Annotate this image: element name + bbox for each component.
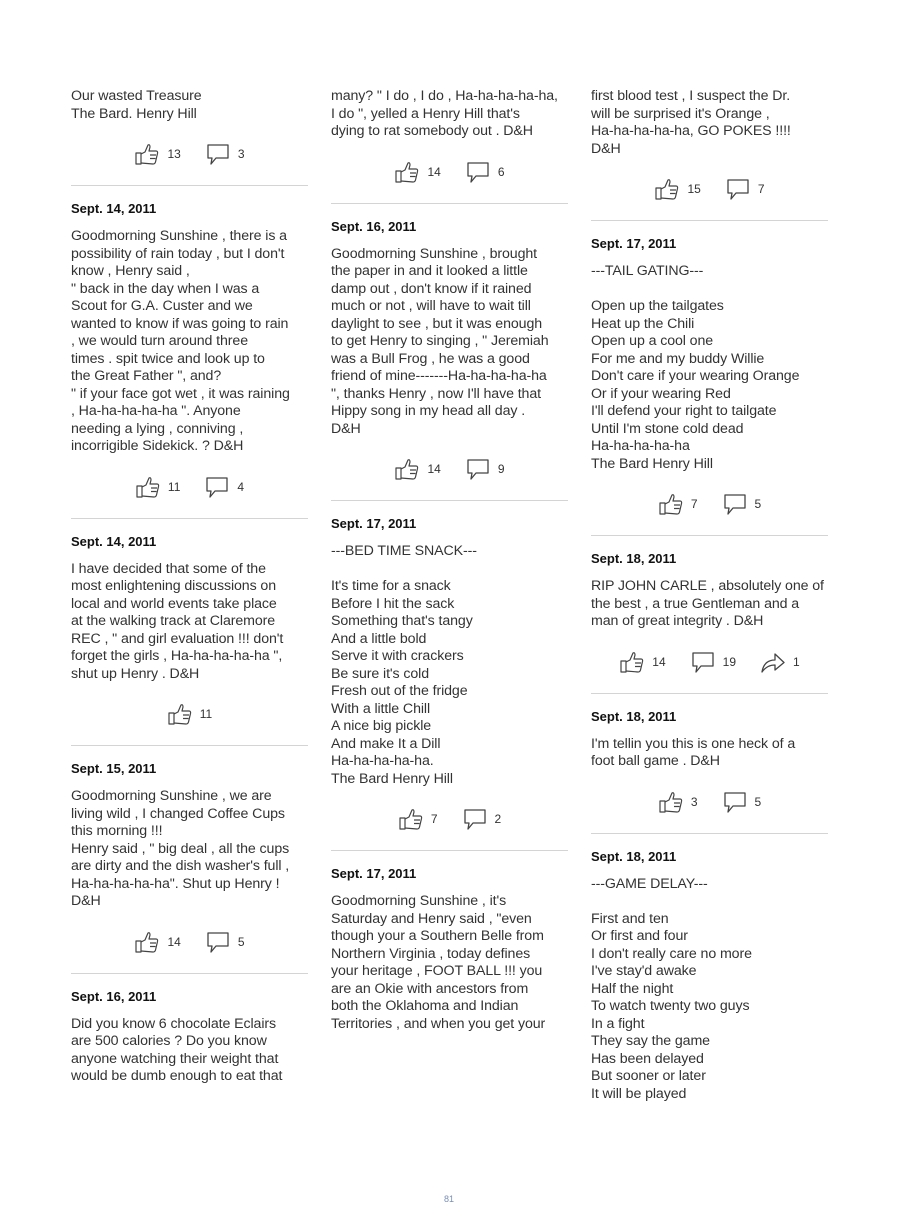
share-button[interactable] (760, 649, 800, 675)
comment-button[interactable] (465, 456, 505, 482)
like-count: 7 (690, 497, 698, 511)
post-text: Did you know 6 chocolate Eclairs are 500 calories ? Do you know anyone watching their weight that would be dumb enough to eat that (71, 1015, 283, 1084)
post-date: Sept. 18, 2011 (591, 708, 677, 724)
post-actions (71, 911, 308, 973)
divider (331, 850, 568, 851)
comment-icon (205, 141, 231, 167)
share-icon (760, 649, 786, 675)
post-text: Goodmorning Sunshine , there is a possibility of rain today , but I don't know , Henry said , " back in the day when I was a Scout for G.A. Custer and we wanted to know if was going to rain , we would turn around three times . spit twice and look up to the Great Father ", and? " if your face got wet , it was raining , Ha-ha-ha-ha-ha ". Anyone needing a lying , conniving , incorrigible Sidekick. ? D&H (71, 228, 290, 454)
post-text: first blood test , I suspect the Dr. will be surprised it's Orange , Ha-ha-ha-ha-ha, GO POKES !!!! D&H (591, 88, 791, 157)
post (71, 200, 308, 519)
like-count: 11 (167, 479, 181, 494)
post-date: Sept. 17, 2011 (591, 236, 677, 251)
thumbs-up-icon (394, 456, 420, 482)
post (591, 550, 828, 694)
post (71, 533, 308, 747)
column-1 (71, 66, 308, 1086)
comment-button[interactable] (204, 474, 244, 500)
post (331, 88, 568, 204)
comment-button[interactable] (205, 141, 245, 167)
like-count: 14 (167, 934, 181, 949)
post-actions (331, 788, 568, 850)
post-text: I'm tellin you this is one heck of a foot ball game . D&H (591, 735, 796, 769)
like-count: 15 (687, 182, 701, 196)
thumbs-up-icon (619, 649, 645, 675)
comment-icon (725, 176, 751, 202)
divider (331, 500, 568, 501)
post-date: Sept. 16, 2011 (71, 988, 157, 1004)
comment-icon (690, 649, 716, 675)
post (331, 218, 568, 502)
divider (331, 203, 568, 204)
like-count: 7 (430, 812, 438, 826)
post-text: many? " I do , I do , Ha-ha-ha-ha-ha, I do ", yelled a Henry Hill that's dying to rat somebody out . D&H (331, 88, 558, 139)
like-button[interactable] (134, 929, 180, 955)
comment-button[interactable] (465, 159, 505, 185)
post-text: ---BED TIME SNACK--- It's time for a snack Before I hit the sack Something that's tangy And a little bold Serve it with crackers Be sure it's cold Fresh out of the fridge With a little Chill A nice big pickle And make It a Dill Ha-ha-ha-ha-ha. The Bard Henry Hill (331, 543, 477, 787)
like-button[interactable] (654, 176, 700, 202)
column-3 (591, 66, 828, 1103)
like-count: 14 (652, 654, 666, 669)
like-button[interactable] (167, 701, 212, 727)
post-text: Our wasted Treasure The Bard. Henry Hill (71, 88, 202, 122)
post-actions (331, 141, 568, 203)
comment-count: 4 (237, 479, 245, 494)
post-date: Sept. 14, 2011 (71, 201, 157, 216)
thumbs-up-icon (394, 159, 420, 185)
like-button[interactable] (398, 806, 438, 832)
comment-count: 5 (754, 497, 762, 511)
like-button[interactable] (394, 456, 440, 482)
divider (591, 833, 828, 834)
thumbs-up-icon (135, 474, 161, 500)
post-text: Goodmorning Sunshine , it's Saturday and Henry said , "even though your a Southern Belle from Northern Virginia , today defines your heritage , FOOT BALL !!! you are an Okie with ancestors from both the Oklahoma and Indian Territories , and when you get your (331, 893, 546, 1032)
post-text: ---TAIL GATING--- Open up the tailgates Heat up the Chili Open up a cool one For me and my buddy Willie Don't care if your wearing Orange Or if your wearing Red I'll defend your right to tailgate Until I'm stone cold dead Ha-ha-ha-ha-ha The Bard Henry Hill (591, 263, 800, 472)
comment-icon (722, 789, 748, 815)
page-number: 81 (443, 1194, 454, 1204)
comment-button[interactable] (462, 806, 502, 832)
post-text: RIP JOHN CARLE , absolutely one of the best , a true Gentleman and a man of great integrity . D&H (591, 578, 824, 629)
post (591, 235, 828, 536)
post-actions (71, 456, 308, 518)
thumbs-up-icon (398, 806, 424, 832)
comment-button[interactable] (722, 491, 762, 517)
divider (591, 220, 828, 221)
column-2 (331, 66, 568, 1033)
comment-icon (722, 491, 748, 517)
divider (591, 535, 828, 536)
comment-icon (462, 806, 488, 832)
comment-count: 5 (237, 934, 245, 949)
post (331, 865, 568, 1033)
post-text: ---GAME DELAY--- First and ten Or first and four I don't really care no more I've stay'd awake Half the night To watch twenty two guys In a fight They say the game Has been delayed But sooner or later It will be played (591, 875, 752, 1102)
post-actions (591, 158, 828, 220)
post (71, 760, 308, 974)
post (591, 848, 828, 1104)
comment-count: 2 (494, 812, 502, 826)
like-button[interactable] (135, 474, 180, 500)
divider (71, 185, 308, 186)
divider (71, 745, 308, 746)
post-actions (591, 473, 828, 535)
post-date: Sept. 18, 2011 (591, 551, 677, 566)
post-text: Goodmorning Sunshine , we are living wild , I changed Coffee Cups this morning !!! Henry said , " big deal , all the cups are dirty and the dish washer's full , Ha-ha-ha-ha-ha". Shut up Henry ! D&H (71, 788, 290, 909)
post (331, 515, 568, 851)
divider (591, 693, 828, 694)
comment-button[interactable] (690, 649, 736, 675)
post-date: Sept. 17, 2011 (331, 866, 417, 881)
comment-button[interactable] (725, 176, 765, 202)
comment-button[interactable] (205, 929, 245, 955)
post-actions (71, 123, 308, 185)
comment-icon (204, 474, 230, 500)
comment-count: 5 (754, 794, 762, 809)
post (591, 88, 828, 221)
like-count: 13 (167, 147, 181, 161)
thumbs-up-icon (658, 491, 684, 517)
comment-count: 3 (237, 147, 245, 161)
comment-button[interactable] (722, 789, 762, 815)
like-count: 3 (690, 794, 698, 809)
post-date: Sept. 14, 2011 (71, 533, 157, 549)
post (591, 708, 828, 834)
comment-count: 6 (497, 164, 505, 179)
comment-icon (465, 159, 491, 185)
divider (71, 973, 308, 974)
post (71, 88, 308, 186)
like-button[interactable] (658, 789, 698, 815)
post-text: I have decided that some of the most enlightening discussions on local and world events take place at the walking track at Claremore REC , " and girl evaluation !!! don't forget the girls , Ha-ha-ha-ha-ha ", shut up Henry . D&H (71, 560, 284, 682)
like-count: 11 (199, 707, 213, 721)
post-text: Goodmorning Sunshine , brought the paper in and it looked a little damp out , don't know if it rained much or not , will have to wait till daylight to see , but it was enough to get Henry to singing , " Jeremiah was a Bull Frog , he was a good friend of mine-------Ha-ha-ha-ha-ha ", thanks Henry , now I'll have that Hippy song in my head all day . D&H (331, 245, 549, 437)
like-count: 14 (427, 462, 441, 476)
like-count: 14 (427, 164, 441, 179)
comment-count: 9 (497, 462, 505, 476)
thumbs-up-icon (654, 176, 680, 202)
thumbs-up-icon (167, 701, 193, 727)
like-button[interactable] (658, 491, 698, 517)
post-actions (331, 438, 568, 500)
thumbs-up-icon (134, 141, 160, 167)
post-actions (591, 771, 828, 833)
post-actions (71, 683, 308, 745)
comment-icon (465, 456, 491, 482)
like-button[interactable] (619, 649, 665, 675)
share-count: 1 (793, 654, 800, 669)
post-date: Sept. 16, 2011 (331, 218, 417, 234)
comment-count: 19 (722, 654, 737, 669)
like-button[interactable] (394, 159, 440, 185)
thumbs-up-icon (658, 789, 684, 815)
comment-icon (205, 929, 231, 955)
thumbs-up-icon (134, 929, 160, 955)
comment-count: 7 (757, 182, 765, 196)
post-date: Sept. 15, 2011 (71, 761, 157, 776)
post-actions (591, 631, 828, 693)
post-date: Sept. 18, 2011 (591, 848, 677, 864)
divider (71, 518, 308, 519)
like-button[interactable] (134, 141, 180, 167)
post-date: Sept. 17, 2011 (331, 516, 417, 531)
post (71, 988, 308, 1086)
